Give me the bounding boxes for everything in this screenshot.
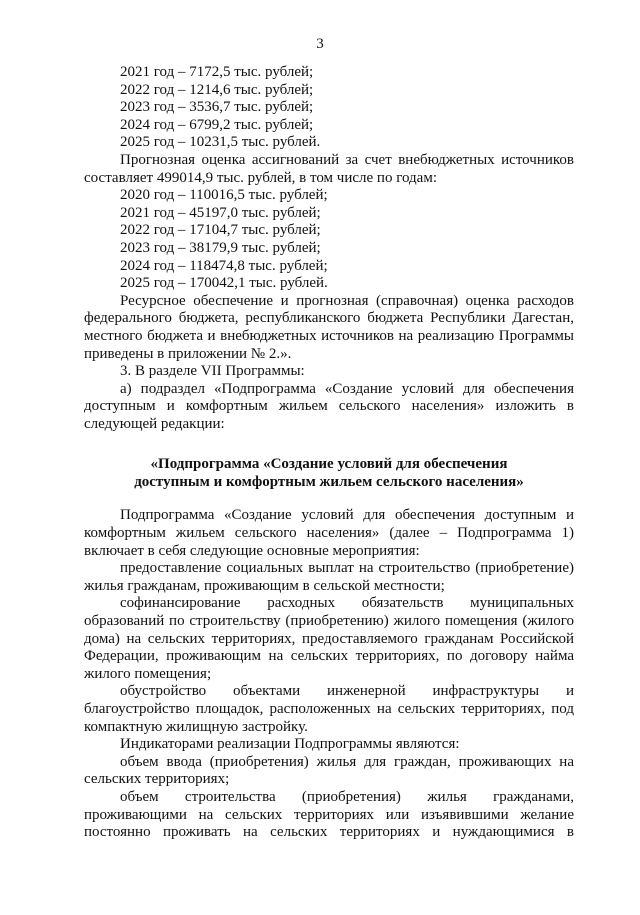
funding-line: 2023 год – 38179,9 тыс. рублей; xyxy=(120,239,321,256)
indicators-title: Индикаторами реализации Подпрограммы являются: xyxy=(120,736,460,753)
paragraph-line: дома) на сельских территориях, предоставляемого гражданам Российской xyxy=(84,630,574,647)
cofinancing-paragraph xyxy=(84,595,574,683)
paragraph-line: софинансирование расходных обязательств муниципальных xyxy=(120,595,574,612)
infrastructure-paragraph xyxy=(84,683,574,736)
funding-line: 2025 год – 170042,1 тыс. рублей. xyxy=(120,275,328,292)
forecast-paragraph xyxy=(84,152,574,187)
payments-paragraph xyxy=(84,560,574,595)
paragraph-line: комфортным жильем сельского населения» (далее – Подпрограмма 1) xyxy=(84,525,574,542)
amendment-item-a xyxy=(84,381,574,434)
paragraph-line: постоянно проживать на сельских территориях и нуждающимися в xyxy=(84,824,574,841)
page-number: 3 xyxy=(316,36,324,52)
offbudget-by-year-list xyxy=(84,187,574,293)
paragraph-line: приведены в приложении № 2.». xyxy=(84,345,292,362)
heading-line: доступным и комфортным жильем сельского населения» xyxy=(134,474,524,491)
paragraph-line: составляет 499014,9 тыс. рублей, в том числе по годам: xyxy=(84,169,437,186)
paragraph-line: благоустройство площадок, расположенных на сельских территориях, под xyxy=(84,701,574,717)
paragraph-line: сельских территориях; xyxy=(84,771,230,788)
paragraph-line: компактную жилищную застройку. xyxy=(84,718,308,735)
paragraph-line: местного бюджета и внебюджетных источников на реализацию Программы xyxy=(84,327,574,344)
paragraph-line: жилья гражданам, проживающим в сельской местности; xyxy=(84,577,445,594)
amendment-item-3: 3. В разделе VII Программы: xyxy=(120,363,305,380)
intro-paragraph xyxy=(84,507,574,560)
funding-line: 2023 год – 3536,7 тыс. рублей; xyxy=(120,99,314,116)
subprogram-heading xyxy=(84,455,574,491)
paragraph-line: объем строительства (приобретения) жилья гражданами, xyxy=(120,788,574,805)
funding-line: 2025 год – 10231,5 тыс. рублей. xyxy=(120,134,321,151)
paragraph-line: Прогнозная оценка ассигнований за счет внебюджетных источников xyxy=(120,151,574,168)
funding-line: 2022 год – 1214,6 тыс. рублей; xyxy=(120,81,314,98)
funding-line: 2024 год – 118474,8 тыс. рублей; xyxy=(120,257,328,274)
paragraph-line: Ресурсное обеспечение и прогнозная (справочная) оценка расходов xyxy=(120,292,574,309)
paragraph-line: объем ввода (приобретения) жилья для граждан, проживающих на xyxy=(120,753,574,770)
paragraph-line: включает в себя следующие основные мероприятия: xyxy=(84,542,420,559)
paragraph-line: предоставление социальных выплат на строительство (приобретение) xyxy=(120,560,574,577)
volume-paragraph xyxy=(84,754,574,789)
funding-by-year-list xyxy=(84,64,574,152)
paragraph-line: а) подраздел «Подпрограмма «Создание условий для обеспечения xyxy=(120,380,574,397)
construction-paragraph xyxy=(84,789,574,842)
paragraph-line: доступным и комфортным жильем сельского населения» изложить в xyxy=(84,398,574,415)
funding-line: 2020 год – 110016,5 тыс. рублей; xyxy=(120,187,328,204)
funding-line: 2024 год – 6799,2 тыс. рублей; xyxy=(120,116,314,133)
paragraph-line: жилого помещения; xyxy=(84,665,212,682)
paragraph-line: обустройство объектами инженерной инфраструктуры и xyxy=(120,683,574,700)
paragraph-line: Подпрограмма «Создание условий для обеспечения доступным и xyxy=(120,507,574,524)
paragraph-line: следующей редакции: xyxy=(84,415,225,432)
heading-line: «Подпрограмма «Создание условий для обеспечения xyxy=(150,456,508,473)
funding-line: 2021 год – 7172,5 тыс. рублей; xyxy=(120,64,314,80)
paragraph-line: федерального бюджета, республиканского бюджета Республики Дагестан, xyxy=(84,310,574,327)
paragraph-line: Федерации, проживающим на сельских территориях, по договору найма xyxy=(84,648,574,665)
document-body xyxy=(84,64,574,842)
paragraph-line: проживающими на сельских территориях или изъявившими желание xyxy=(84,806,574,823)
funding-line: 2022 год – 17104,7 тыс. рублей; xyxy=(120,222,321,239)
paragraph-line: образований по строительству (приобретению) жилого помещения (жилого xyxy=(84,613,574,630)
resources-paragraph xyxy=(84,293,574,363)
funding-line: 2021 год – 45197,0 тыс. рублей; xyxy=(120,204,321,221)
